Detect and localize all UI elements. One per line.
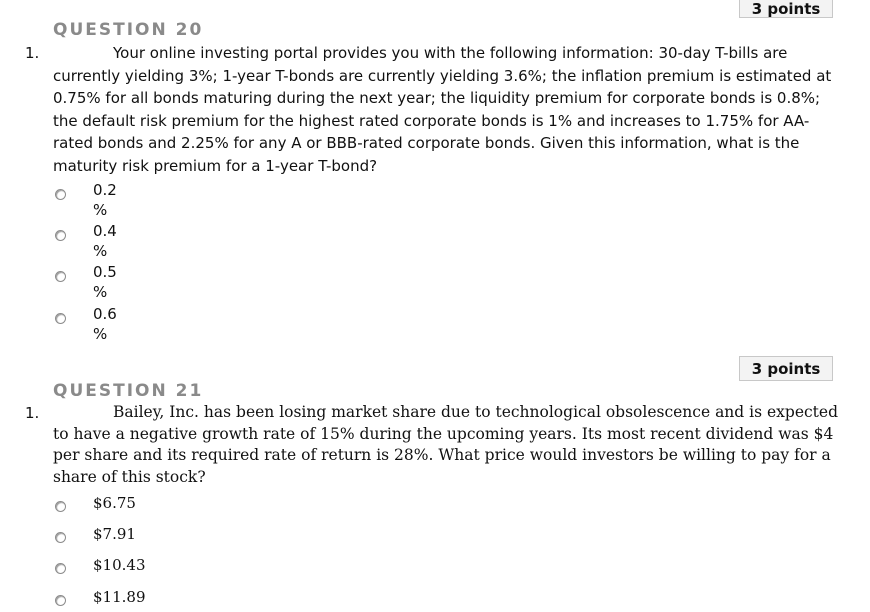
option-label: $10.43 xyxy=(93,556,146,574)
option-unit: % xyxy=(93,201,108,219)
question-21-points-badge: 3 points xyxy=(739,356,833,381)
radio-button[interactable] xyxy=(55,189,66,200)
question-20-heading: QUESTION 20 xyxy=(53,20,204,40)
radio-button[interactable] xyxy=(55,532,66,543)
radio-button[interactable] xyxy=(55,501,66,512)
radio-button[interactable] xyxy=(55,563,66,574)
option-label xyxy=(93,221,117,261)
option-unit: % xyxy=(93,283,108,301)
question-20-text: Your online investing portal provides you with the following information: 30-day T-bills are currently yielding 3%; 1-year T-bonds are currently yielding 3.6%; the inflation premium is estimated at 0.75% for all bonds maturing during the next year; the liquidity premium for corporate bonds is 0.8%; the default risk premium for the highest rated corporate bonds is 1% and increases to 1.75% for AA-rated bonds and 2.25% for any A or BBB-rated corporate bonds. Given this information, what is the maturity risk premium for a 1-year T-bond? xyxy=(53,44,832,175)
option-value: 0.2 xyxy=(93,181,117,199)
radio-button[interactable] xyxy=(55,271,66,282)
option-value: 0.6 xyxy=(93,305,117,323)
question-21-text-block xyxy=(53,402,843,488)
question-21-number: 1. xyxy=(25,404,40,422)
question-20-points-badge: 3 points xyxy=(739,0,833,18)
option-label xyxy=(93,304,117,344)
option-value: 0.4 xyxy=(93,222,117,240)
option-label xyxy=(93,262,117,302)
question-20-text-block xyxy=(53,42,838,177)
question-21-text: Bailey, Inc. has been losing market share due to technological obsolescence and is expected to have a negative growth rate of 15% during the upcoming years. Its most recent dividend was $4 per share and its required rate of return is 28%. What price would investors be willing to pay for a share of this stock? xyxy=(53,403,838,486)
option-value: 0.5 xyxy=(93,263,117,281)
option-unit: % xyxy=(93,242,108,260)
option-label: $11.89 xyxy=(93,588,146,606)
option-label xyxy=(93,180,117,220)
question-20-number: 1. xyxy=(25,44,40,62)
option-label: $7.91 xyxy=(93,525,136,543)
radio-button[interactable] xyxy=(55,313,66,324)
option-label: $6.75 xyxy=(93,494,136,512)
radio-button[interactable] xyxy=(55,230,66,241)
question-21-heading: QUESTION 21 xyxy=(53,381,204,401)
option-unit: % xyxy=(93,325,108,343)
radio-button[interactable] xyxy=(55,595,66,606)
